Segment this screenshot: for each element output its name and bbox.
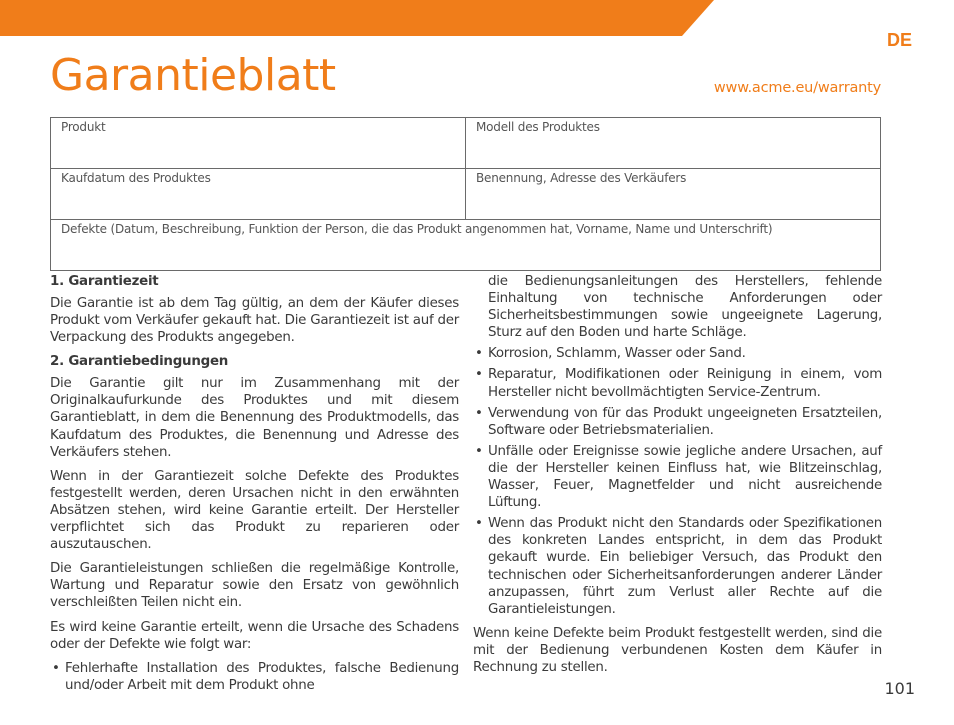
paragraph-closing: Wenn keine Defekte beim Produkt festgestellt werden, sind die mit der Bedienung verbundenen Kosten dem Käufer in Rechnung zu stellen. (473, 625, 882, 675)
list-item: • Reparatur, Modifikationen oder Reinigung in einem, vom Hersteller nicht bevollmächtigten Service-Zentrum. (473, 366, 882, 400)
warranty-url-link[interactable]: www.acme.eu/warranty (713, 80, 881, 96)
list-item: • Fehlerhafte Installation des Produktes, falsche Bedienung und/oder Arbeit mit dem Produkt ohne (50, 660, 459, 694)
field-model[interactable]: Modell des Produktes (466, 118, 881, 169)
exclusion-list (50, 660, 459, 694)
form-row-purchase (51, 169, 881, 220)
list-item: • Unfälle oder Ereignisse sowie jegliche andere Ursachen, auf die der Hersteller keinen Einfluss hat, wie Blitzeinschlag, Wasser, Feuer, Magnetfelder und nicht ausreichende Lüftung. (473, 443, 882, 511)
paragraph: Wenn in der Garantiezeit solche Defekte des Produktes festgestellt werden, deren Ursachen nicht in den erwähnten Absätzen stehen, wird keine Garantie erteilt. Der Hersteller verpflichtet sich das Produkt zu reparieren oder auszutauschen. (50, 468, 459, 553)
field-seller[interactable]: Benennung, Adresse des Verkäufers (466, 169, 881, 220)
text-column-left (50, 273, 459, 701)
list-item: die Bedienungsanleitungen des Herstellers, fehlende Einhaltung von technische Anforderungen oder Sicherheitsbestimmungen sowie ungeeignete Lagerung, Sturz auf den Boden und harte Schläge. (488, 274, 882, 341)
paragraph: Die Garantie ist ab dem Tag gültig, an dem der Käufer dieses Produkt vom Verkäufer gekauft hat. Die Garantiezeit ist auf der Verpackung des Produkts angegeben. (50, 296, 459, 346)
list-item: • Wenn das Produkt nicht den Standards oder Spezifikationen des konkreten Landes entspricht, in dem das Produkt gekauft wurde. Ein beliebiger Versuch, das Produkt den technischen oder Sicherheitsanforderungen anderer Länder anzupassen, führt zum Verlust aller Rechte auf die Garantieleistungen. (473, 515, 882, 618)
form-row-product (51, 118, 881, 169)
paragraph: Es wird keine Garantie erteilt, wenn die Ursache des Schadens oder der Defekte wie folgt war: (50, 619, 459, 652)
language-code: DE (886, 30, 912, 50)
section-heading-warranty-conditions: 2. Garantiebedingungen (50, 354, 229, 370)
field-product[interactable]: Produkt (51, 118, 466, 169)
paragraph: Die Garantie gilt nur im Zusammenhang mit der Originalkaufurkunde des Produktes und mit diesem Garantieblatt, in dem die Benennung des Produktmodells, das Kaufdatum des Produktes, die Benennung und Adresse des Verkäufers stehen. (50, 376, 459, 460)
warranty-form-table (50, 117, 881, 271)
paragraph: Die Garantieleistungen schließen die regelmäßige Kontrolle, Wartung und Reparatur sowie den Ersatz von gewöhnlich verschleißten Teilen nicht ein. (50, 561, 459, 611)
field-defects[interactable]: Defekte (Datum, Beschreibung, Funktion der Person, die das Produkt angenommen hat, Vorname, Name und Unterschrift) (51, 220, 881, 271)
list-item: • Verwendung von für das Produkt ungeeigneten Ersatzteilen, Software oder Betriebsmaterialien. (473, 405, 882, 439)
page-number: 101 (884, 679, 915, 698)
form-row-defects (51, 220, 881, 271)
text-column-right (473, 273, 882, 683)
page-title: Garantieblatt (50, 50, 336, 101)
header-accent-band (0, 0, 954, 36)
field-purchase-date[interactable]: Kaufdatum des Produktes (51, 169, 466, 220)
accent-shape (0, 0, 954, 36)
list-item: • Korrosion, Schlamm, Wasser oder Sand. (473, 345, 882, 362)
exclusion-list-continued (473, 273, 882, 618)
section-heading-warranty-period: 1. Garantiezeit (50, 274, 159, 289)
